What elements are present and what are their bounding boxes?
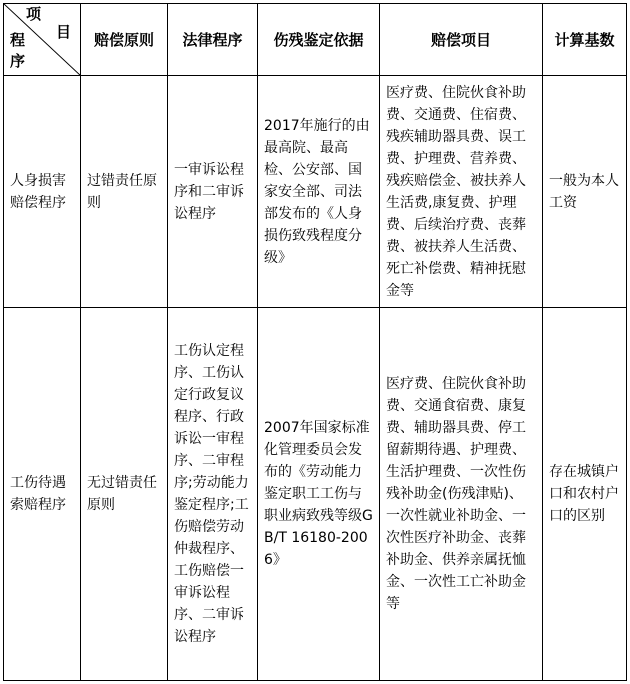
row1-base: 一般为本人工资	[543, 76, 626, 308]
row1-principle: 过错责任原则	[81, 76, 168, 308]
diagonal-header-cell	[4, 4, 81, 76]
row2-type: 工伤待遇索赔程序	[4, 308, 81, 680]
header-principle: 赔偿原则	[81, 4, 168, 76]
compensation-comparison-table	[3, 3, 627, 681]
row1-procedure: 一审诉讼程序和二审诉讼程序	[168, 76, 258, 308]
header-items: 赔偿项目	[380, 4, 543, 76]
row1-type: 人身损害赔偿程序	[4, 76, 81, 308]
corner-label-bottom-1: 程	[10, 31, 26, 49]
row2-principle: 无过错责任原则	[81, 308, 168, 680]
row1-basis: 2017年施行的由最高院、最高检、公安部、国家安全部、司法部发布的《人身损伤致残程度分级》	[258, 76, 380, 308]
row2-base: 存在城镇户口和农村户口的区别	[549, 464, 619, 524]
corner-label-top-2: 目	[56, 23, 72, 41]
header-basis: 伤残鉴定依据	[258, 4, 380, 76]
row1-items: 医疗费、住院伙食补助费、交通费、住宿费、残疾辅助器具费、误工费、护理费、营养费、残疾赔偿金、被扶养人生活费,康复费、护理费、后续治疗费、丧葬费、被扶养人生活费、死亡补偿费、精神抚慰金等	[380, 76, 543, 308]
header-base: 计算基数	[543, 4, 626, 76]
corner-label-bottom-2: 序	[10, 52, 26, 70]
header-procedure: 法律程序	[168, 4, 258, 76]
row2-items: 医疗费、住院伙食补助费、交通食宿费、康复费、辅助器具费、停工留薪期待遇、护理费、生活护理费、一次性伤残补助金(伤残津贴)、一次性就业补助金、一次性医疗补助金、丧葬补助金、供养亲属抚恤金、一次性工亡补助金等	[380, 308, 543, 680]
row2-basis: 2007年国家标准化管理委员会发布的《劳动能力鉴定职工工伤与职业病致残等级GB/T 16180-2006》	[258, 308, 380, 680]
row2-procedure: 工伤认定程序、工伤认定行政复议程序、行政诉讼一审程序、二审程序;劳动能力鉴定程序;工伤赔偿劳动仲裁程序、工伤赔偿一审诉讼程序、二审诉讼程序	[168, 308, 258, 680]
corner-label-top-1: 项	[26, 5, 42, 23]
